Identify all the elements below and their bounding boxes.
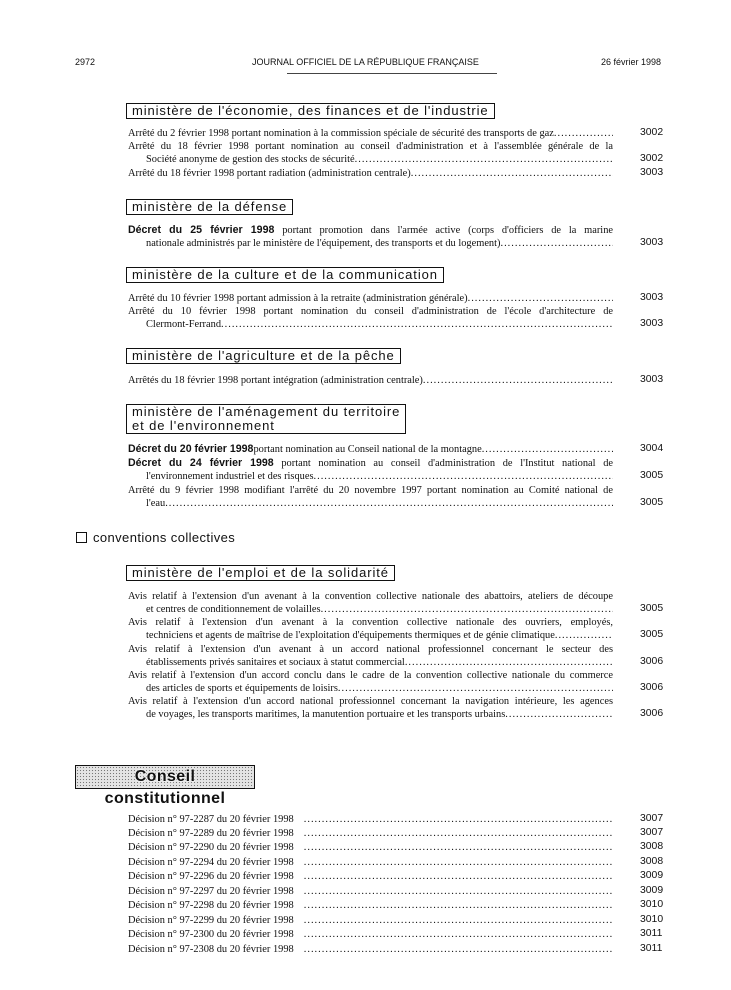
decision-text: Décision n° 97-2308 du 20 février 1998 xyxy=(128,944,294,955)
entry-page[interactable]: 3003 xyxy=(640,167,664,178)
entry-text: portant promotion dans l'armée active (corps d'officiers de la marine xyxy=(274,225,614,236)
decision-row[interactable] xyxy=(128,827,613,841)
decision-text: Décision n° 97-2297 du 20 février 1998 xyxy=(128,886,294,897)
entry-page[interactable]: 3002 xyxy=(640,127,664,138)
entry-text-cont: Clermont-Ferrand xyxy=(146,319,222,331)
decision-page[interactable]: 3008 xyxy=(640,856,664,867)
entry-page[interactable]: 3002 xyxy=(640,153,664,164)
entry-text: Avis relatif à l'extension d'un avenant à la convention collective nationale des ouvriers, employés, xyxy=(128,617,613,628)
decision-page[interactable]: 3010 xyxy=(640,914,664,925)
list-item[interactable] xyxy=(128,443,613,456)
section-title-line: et de l'environnement xyxy=(132,418,275,433)
list-item[interactable] xyxy=(128,616,613,643)
decision-text: Décision n° 97-2290 du 20 février 1998 xyxy=(128,842,294,853)
entry-page[interactable]: 3004 xyxy=(640,443,664,454)
decision-page[interactable]: 3011 xyxy=(640,943,663,954)
list-item[interactable] xyxy=(128,292,613,305)
list-item[interactable] xyxy=(128,140,613,167)
section-title-economie: ministère de l'économie, des finances et de l'industrie xyxy=(126,103,495,119)
conventions-heading xyxy=(76,530,235,545)
entry-page[interactable]: 3003 xyxy=(640,318,664,329)
decision-page[interactable]: 3009 xyxy=(640,870,664,881)
decision-row[interactable] xyxy=(128,885,613,899)
list-item[interactable] xyxy=(128,305,613,332)
entry-text: Arrêtés du 18 février 1998 portant intégration (administration centrale) xyxy=(128,375,423,386)
section-title-line: ministère de l'aménagement du territoire xyxy=(132,404,401,419)
decision-row[interactable] xyxy=(128,928,613,942)
conseil-constitutionnel-heading xyxy=(75,765,255,807)
decision-row[interactable] xyxy=(128,899,613,913)
entry-page[interactable]: 3005 xyxy=(640,470,664,481)
entry-page[interactable]: 3003 xyxy=(640,237,664,248)
entry-page[interactable]: 3003 xyxy=(640,292,664,303)
entry-page[interactable]: 3006 xyxy=(640,682,664,693)
entry-text-cont: l'environnement industriel et des risques xyxy=(146,471,314,483)
entry-text: Arrêté du 18 février 1998 portant nomination au conseil d'administration et à l'assemblée générale de la xyxy=(128,141,613,152)
decision-page[interactable]: 3009 xyxy=(640,885,664,896)
entry-text-cont: de voyages, les transports maritimes, la manutention portuaire et les transports urbains xyxy=(146,709,506,721)
decision-row[interactable] xyxy=(128,856,613,870)
entry-text: Avis relatif à l'extension d'un avenant à la convention collective nationale des abattoirs, ateliers de découpe xyxy=(128,591,613,602)
list-item[interactable] xyxy=(128,374,613,387)
decision-row[interactable] xyxy=(128,914,613,928)
header-rule xyxy=(287,73,497,74)
entry-text: portant nomination au Conseil national de la montagne xyxy=(253,444,482,455)
entry-text: Arrêté du 10 février 1998 portant nomination du conseil d'administration de l'école d'architecture de xyxy=(128,306,613,317)
decision-text: Décision n° 97-2300 du 20 février 1998 xyxy=(128,929,294,940)
page-number: 2972 xyxy=(75,57,96,67)
list-item[interactable] xyxy=(128,484,613,511)
section-title-amenagement xyxy=(126,404,406,434)
conventions-heading-text: conventions collectives xyxy=(93,530,236,545)
entry-bold: Décret du 25 février 1998 xyxy=(128,224,275,236)
list-item[interactable] xyxy=(128,457,613,484)
decision-row[interactable] xyxy=(128,841,613,855)
square-bullet-icon xyxy=(76,532,87,543)
list-item[interactable] xyxy=(128,590,613,617)
decision-row[interactable] xyxy=(128,943,613,957)
entry-page[interactable]: 3005 xyxy=(640,497,664,508)
entry-text: Arrêté du 9 février 1998 modifiant l'arrêté du 20 novembre 1997 portant nomination au Comité national de xyxy=(128,485,613,496)
list-item[interactable] xyxy=(128,224,613,251)
entry-text: Arrêté du 18 février 1998 portant radiation (administration centrale) xyxy=(128,168,411,179)
section-title-culture: ministère de la culture et de la communication xyxy=(126,267,444,283)
entry-text: Avis relatif à l'extension d'un accord national professionnel concernant la navigation intérieure, les agences xyxy=(128,696,613,707)
section-title-emploi: ministère de l'emploi et de la solidarité xyxy=(126,565,395,581)
entry-text-cont: techniciens et agents de maîtrise de l'exploitation d'équipements thermiques et de génie climatique xyxy=(146,630,555,642)
list-item[interactable] xyxy=(128,127,613,140)
entry-page[interactable]: 3003 xyxy=(640,374,664,385)
section-title-agriculture: ministère de l'agriculture et de la pêche xyxy=(126,348,401,364)
decision-text: Décision n° 97-2287 du 20 février 1998 xyxy=(128,814,294,825)
entry-text-cont: et centres de conditionnement de volailles xyxy=(146,604,321,616)
entry-text-cont: nationale administrés par le ministère de l'équipement, des transports et du logement) xyxy=(146,238,501,250)
list-item[interactable] xyxy=(128,669,613,696)
entry-bold: Décret du 20 février 1998 xyxy=(128,443,254,455)
decision-row[interactable] xyxy=(128,813,613,827)
decision-text: Décision n° 97-2289 du 20 février 1998 xyxy=(128,828,294,839)
entry-bold: Décret du 24 février 1998 xyxy=(128,457,274,469)
entry-text: Arrêté du 10 février 1998 portant admission à la retraite (administration générale) xyxy=(128,293,468,304)
entry-text: Arrêté du 2 février 1998 portant nomination à la commission spéciale de sécurité des transports de gaz xyxy=(128,128,554,139)
decision-page[interactable]: 3011 xyxy=(640,928,663,939)
list-item[interactable] xyxy=(128,643,613,670)
decision-text: Décision n° 97-2296 du 20 février 1998 xyxy=(128,871,294,882)
entry-text: Avis relatif à l'extension d'un avenant à un accord national professionnel concernant le secteur des xyxy=(128,644,613,655)
decision-page[interactable]: 3007 xyxy=(640,827,664,838)
conseil-heading-text: Conseil constitutionnel xyxy=(104,768,226,807)
decision-page[interactable]: 3010 xyxy=(640,899,664,910)
entry-page[interactable]: 3005 xyxy=(640,603,664,614)
decision-page[interactable]: 3007 xyxy=(640,813,664,824)
section-title-defense: ministère de la défense xyxy=(126,199,293,215)
decision-text: Décision n° 97-2299 du 20 février 1998 xyxy=(128,915,294,926)
entry-text: Avis relatif à l'extension d'un accord conclu dans le cadre de la convention collective nationale du commerce xyxy=(128,670,613,681)
list-item[interactable] xyxy=(128,695,613,722)
decision-text: Décision n° 97-2298 du 20 février 1998 xyxy=(128,900,294,911)
journal-title: JOURNAL OFFICIEL DE LA RÉPUBLIQUE FRANÇAISE xyxy=(252,57,479,67)
issue-date: 26 février 1998 xyxy=(600,57,661,67)
entry-text-cont: Société anonyme de gestion des stocks de sécurité xyxy=(146,154,355,166)
entry-text-cont: des articles de sports et équipements de loisirs xyxy=(146,683,338,695)
entry-text-cont: établissements privés sanitaires et sociaux à statut commercial xyxy=(146,657,405,669)
decision-row[interactable] xyxy=(128,870,613,884)
decision-text: Décision n° 97-2294 du 20 février 1998 xyxy=(128,857,294,868)
entry-page[interactable]: 3006 xyxy=(640,656,664,667)
list-item[interactable] xyxy=(128,167,613,180)
entry-page[interactable]: 3006 xyxy=(640,708,664,719)
decision-page[interactable]: 3008 xyxy=(640,841,664,852)
entry-text: portant nomination au conseil d'administration de l'Institut national de xyxy=(273,458,613,469)
entry-page[interactable]: 3005 xyxy=(640,629,664,640)
entry-text-cont: l'eau xyxy=(146,498,166,510)
